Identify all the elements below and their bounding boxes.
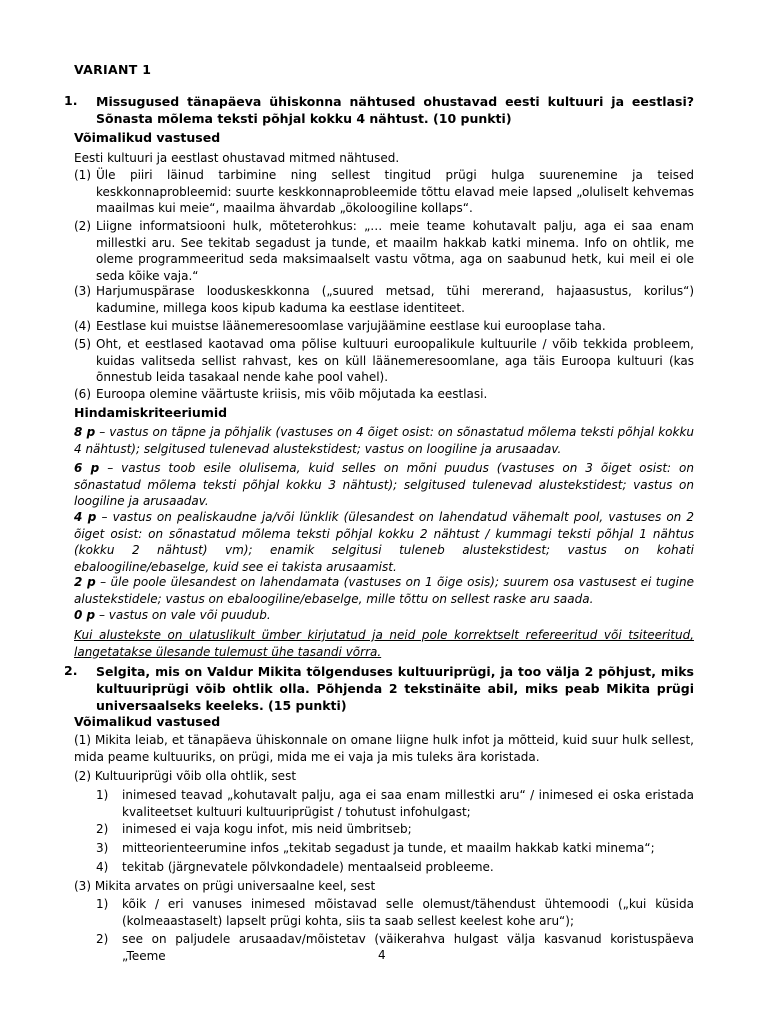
criterion-points: 0 p [74, 608, 96, 622]
criterion-2p [74, 574, 694, 607]
q2-reason-2 [96, 821, 694, 838]
question-2-text: Selgita, mis on Valdur Mikita tõlgenduses kultuuriprügi, ja too välja 2 põhjust, miks kultuuriprügi võib ohtlik olla. Põhjenda 2 tekstinäite abil, miks peab Mikita prügi universaalseks keeleks. (15 punkti) [96, 664, 694, 713]
list-text: mitteorienteerumine infos „tekitab segadust ja tunde, et maailm hakkab katki minema“; [122, 841, 655, 855]
answer-label: (3) [74, 879, 91, 893]
criterion-text: – vastus toob esile olulisema, kuid selles on mõni puudus (vastuses on 3 õiget osist: on sõnastatud mõlema teksti põhjal kokku 3 nähtust); selgitused tulenevad alustekstidest; vastus on loogiline ja arusaadav. [74, 461, 694, 508]
answer-label: (3) [74, 284, 91, 298]
question-1-number: 1. [64, 93, 78, 108]
criterion-8p [74, 424, 694, 457]
q1-answer-1 [74, 167, 694, 217]
answer-text: Liigne informatsiooni hulk, mõteterohkus: „… meie teame kohutavalt palju, aga ei saa enam millestki aru. See tekitab segadust ja tunde, et maailm hakkab katki minema. Info on ohtlik, me oleme programmeeritud seda maksimaalselt vastu võtma, aga on saabunud hetk, kui meil ei ole seda kõike vaja.“ [96, 219, 694, 283]
list-text: see on paljudele arusaadav/mõistetav (väikerahva hulgast välja kasvanud koristuspäeva „Teeme [122, 932, 694, 963]
q1-answers-heading: Võimalikud vastused [74, 130, 221, 145]
list-label: 3) [96, 841, 109, 855]
answer-text: Euroopa olemine väärtuste kriisis, mis võib mõjutada ka eestlasi. [96, 387, 488, 401]
list-text: inimesed teavad „kohutavalt palju, aga ei saa enam millestki aru“ / inimesed ei oska eristada kvaliteetset kultuuri kultuuriprügist / tohutust infohulgast; [122, 788, 694, 819]
q1-answer-5 [74, 336, 694, 386]
answer-text: Mikita leiab, et tänapäeva ühiskonnale on omane liigne hulk infot ja mõtteid, kuid suur hulk sellest, mida peame kultuuriks, on prügi, mida me ei vaja ja mis tuleks ära koristada. [74, 733, 694, 764]
answer-text: Kultuuriprügi võib olla ohtlik, sest [94, 769, 297, 783]
list-label: 1) [96, 788, 109, 802]
criterion-points: 2 p [74, 575, 96, 589]
criterion-text: – vastus on pealiskaudne ja/või lünklik (ülesandest on lahendatud vähemalt pool, vastuses on 2 õiget osist: on sõnastatud mõlema teksti põhjal kokku 2 nähtust / kummagi teksti põhjal 1 nähtus (kokku 2 nähtust) vm); enamik selgitusi tuleneb alustekstidest; vastus on kohati ebaloogiline/ebaselge, kuid see ei takista arusaamist. [74, 510, 694, 574]
list-label: 2) [96, 822, 109, 836]
list-label: 4) [96, 860, 109, 874]
q1-answer-3 [74, 283, 694, 316]
question-2-number: 2. [64, 663, 78, 678]
criterion-text: – vastus on täpne ja põhjalik (vastuses on 4 õiget osist: on sõnastatud mõlema teksti põhjal kokku 4 nähtust); selgitused tulenevad alustekstidest; vastus on loogiline ja arusaadav. [74, 425, 694, 456]
q1-answer-6 [74, 386, 694, 403]
q2-universal-2 [96, 931, 694, 963]
q2-answers-heading: Võimalikud vastused [74, 714, 221, 729]
answer-text: Üle piiri läinud tarbimine ning sellest tingitud prügi hulga suurenemine ja teised keskkonnaprobleemid: suurte keskkonnaprobleemide tõttu elavad meie lapsed „oluliselt kehvemas maailmas kui meie“, maailma ähvardab „ökoloogiline kollaps“. [96, 168, 694, 215]
q1-note: Kui alustekste on ulatuslikult ümber kirjutatud ja neid pole korrektselt refereeritud või tsiteeritud, langetatakse ülesande tulemust ühe tasandi võrra. [74, 628, 694, 659]
answer-label: (1) [74, 168, 91, 182]
list-label: 1) [96, 897, 109, 911]
answer-label: (2) [74, 219, 91, 233]
q1-answer-2 [74, 218, 694, 284]
list-text: inimesed ei vaja kogu infot, mis neid ümbritseb; [122, 822, 412, 836]
q1-intro: Eesti kultuuri ja eestlast ohustavad mitmed nähtused. [74, 151, 400, 165]
q2-answer-2 [74, 768, 694, 785]
q2-reason-4 [96, 859, 694, 876]
page-number: 4 [378, 948, 386, 962]
q2-reason-1 [96, 787, 694, 820]
q1-criteria-heading: Hindamiskriteeriumid [74, 405, 228, 420]
list-text: kõik / eri vanuses inimesed mõistavad selle olemust/tähendust ühtemoodi („kui küsida (kolmeaastaselt) lapselt prügi kohta, siis ta saab sellest keelest kohe aru“); [122, 897, 694, 928]
answer-text: Eestlase kui muistse läänemeresoomlase varjujäämine eestlase kui eurooplase taha. [96, 319, 606, 333]
criterion-0p [74, 607, 694, 624]
q2-answer-1 [74, 732, 694, 765]
criterion-text: – vastus on vale või puudub. [95, 608, 271, 622]
answer-text: Mikita arvates on prügi universaalne keel, sest [94, 879, 376, 893]
criterion-4p [74, 509, 694, 575]
q2-answer-3 [74, 878, 694, 895]
list-text: tekitab (järgnevatele põlvkondadele) mentaalseid probleeme. [122, 860, 494, 874]
criterion-text: – üle poole ülesandest on lahendamata (vastuses on 1 õige osis); suurem osa vastusest ei tugine alustekstidele; vastus on ebaloogiline/ebaselge, mille tõttu on sellest raske aru saada. [74, 575, 695, 606]
answer-label: (4) [74, 319, 91, 333]
answer-label: (6) [74, 387, 91, 401]
criterion-points: 8 p [74, 425, 96, 439]
criterion-points: 6 p [74, 461, 100, 475]
q2-reason-3 [96, 840, 694, 857]
answer-label: (5) [74, 337, 91, 351]
criterion-points: 4 p [74, 510, 97, 524]
answer-text: Oht, et eestlased kaotavad oma põlise kultuuri euroopalikule kultuurile / võib tekkida probleem, kuidas valitseda sellist rahvast, kes on küll läänemeresoomlane, aga täis Euroopa kultuuri (kas õnnestub leida tasakaal nende kahe pool vahel). [96, 337, 694, 384]
answer-text: Harjumuspärase looduskeskkonna („suured metsad, tühi mererand, hajaasustus, korilus“) kadumine, millega koos kipub kaduma ka eestlase identiteet. [96, 284, 694, 315]
list-label: 2) [96, 932, 109, 946]
q1-answer-4 [74, 318, 694, 335]
criterion-6p [74, 460, 694, 510]
q2-universal-1 [96, 896, 694, 929]
answer-label: (2) [74, 769, 91, 783]
question-1-text: Missugused tänapäeva ühiskonna nähtused ohustavad eesti kultuuri ja eestlasi? Sõnasta mõlema teksti põhjal kokku 4 nähtust. (10 punkti) [96, 94, 694, 126]
variant-title: VARIANT 1 [74, 62, 152, 77]
answer-label: (1) [74, 733, 91, 747]
